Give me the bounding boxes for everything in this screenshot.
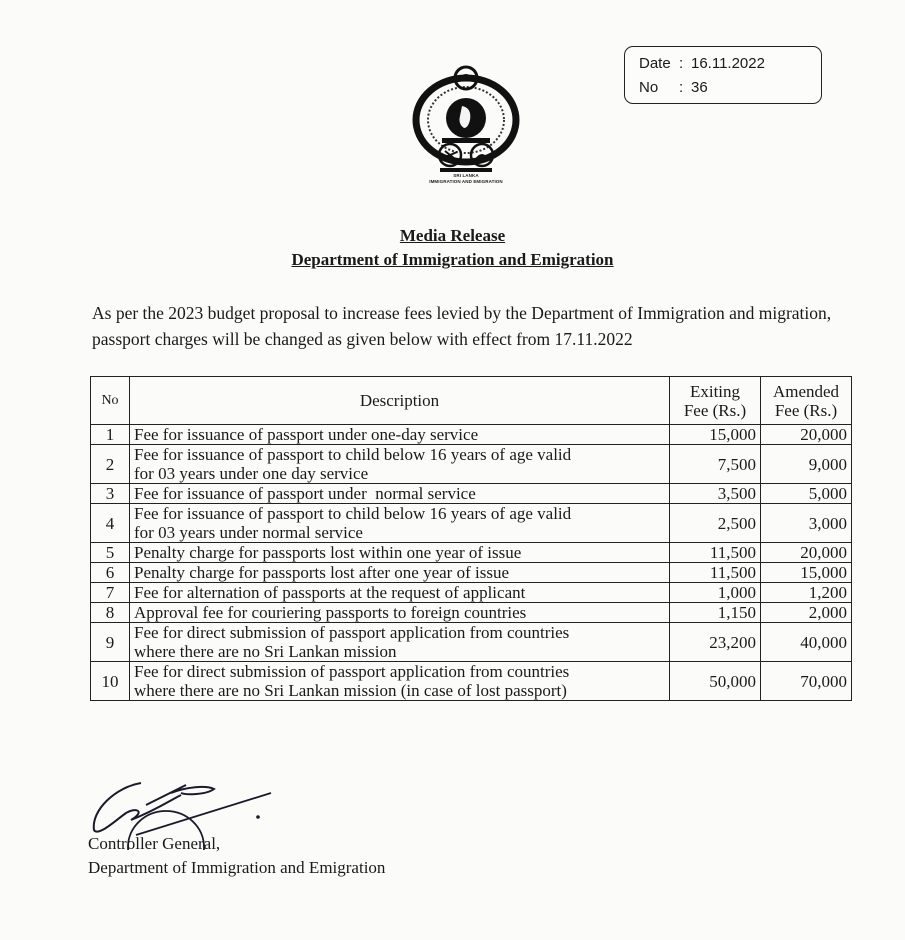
table-row: 1 Fee for issuance of passport under one-day service 15,000 20,000 [91,425,852,445]
table-row: 6 Penalty charge for passports lost after one year of issue 11,500 15,000 [91,563,852,583]
table-row: 8 Approval fee for couriering passports to foreign countries 1,150 2,000 [91,603,852,623]
document-subtitle: Department of Immigration and Emigration [291,250,614,269]
date-row: Date : 16.11.2022 [639,55,765,72]
emblem-caption: SRI LANKA IMMIGRATION AND EMIGRATION [429,173,503,184]
table-row: 5 Penalty charge for passports lost within one year of issue 11,500 20,000 [91,543,852,563]
table-header-row [91,377,852,425]
reference-box [624,46,822,104]
table-row: 3 Fee for issuance of passport under normal service 3,500 5,000 [91,484,852,504]
intro-paragraph: As per the 2023 budget proposal to increase fees levied by the Department of Immigration and migration, passport charges will be changed as given below with effect from 17.11.2022 [92,303,832,349]
header-amended-fee: Amended Fee (Rs.) [761,377,852,425]
date-label: Date [639,55,671,72]
table-row: 7 Fee for alternation of passports at the request of applicant 1,000 1,200 [91,583,852,603]
header-description: Description [130,377,670,425]
number-row: No : 36 [639,79,708,96]
department-emblem-icon [412,58,520,188]
table-row: 2 Fee for issuance of passport to child below 16 years of age valid for 03 years under one day service 7,500 9,000 [91,445,852,484]
signatory-department: Department of Immigration and Emigration [88,858,386,877]
fee-table [90,376,852,701]
signatory-title: Controller General, [88,834,221,853]
header-existing-fee: Exiting Fee (Rs.) [670,377,761,425]
number-label: No [639,79,659,96]
table-row: 9 Fee for direct submission of passport application from countries where there are no Sri Lankan mission 23,200 40,000 [91,623,852,662]
date-value: 16.11.2022 [691,55,765,72]
number-value: 36 [691,79,708,96]
header-no: No [91,377,130,425]
table-row: 10 Fee for direct submission of passport application from countries where there are no Sri Lankan mission (in case of lost passport) 50,000 70,000 [91,662,852,701]
document-title: Media Release [399,226,506,245]
table-row: 4 Fee for issuance of passport to child below 16 years of age valid for 03 years under normal service 2,500 3,000 [91,504,852,543]
